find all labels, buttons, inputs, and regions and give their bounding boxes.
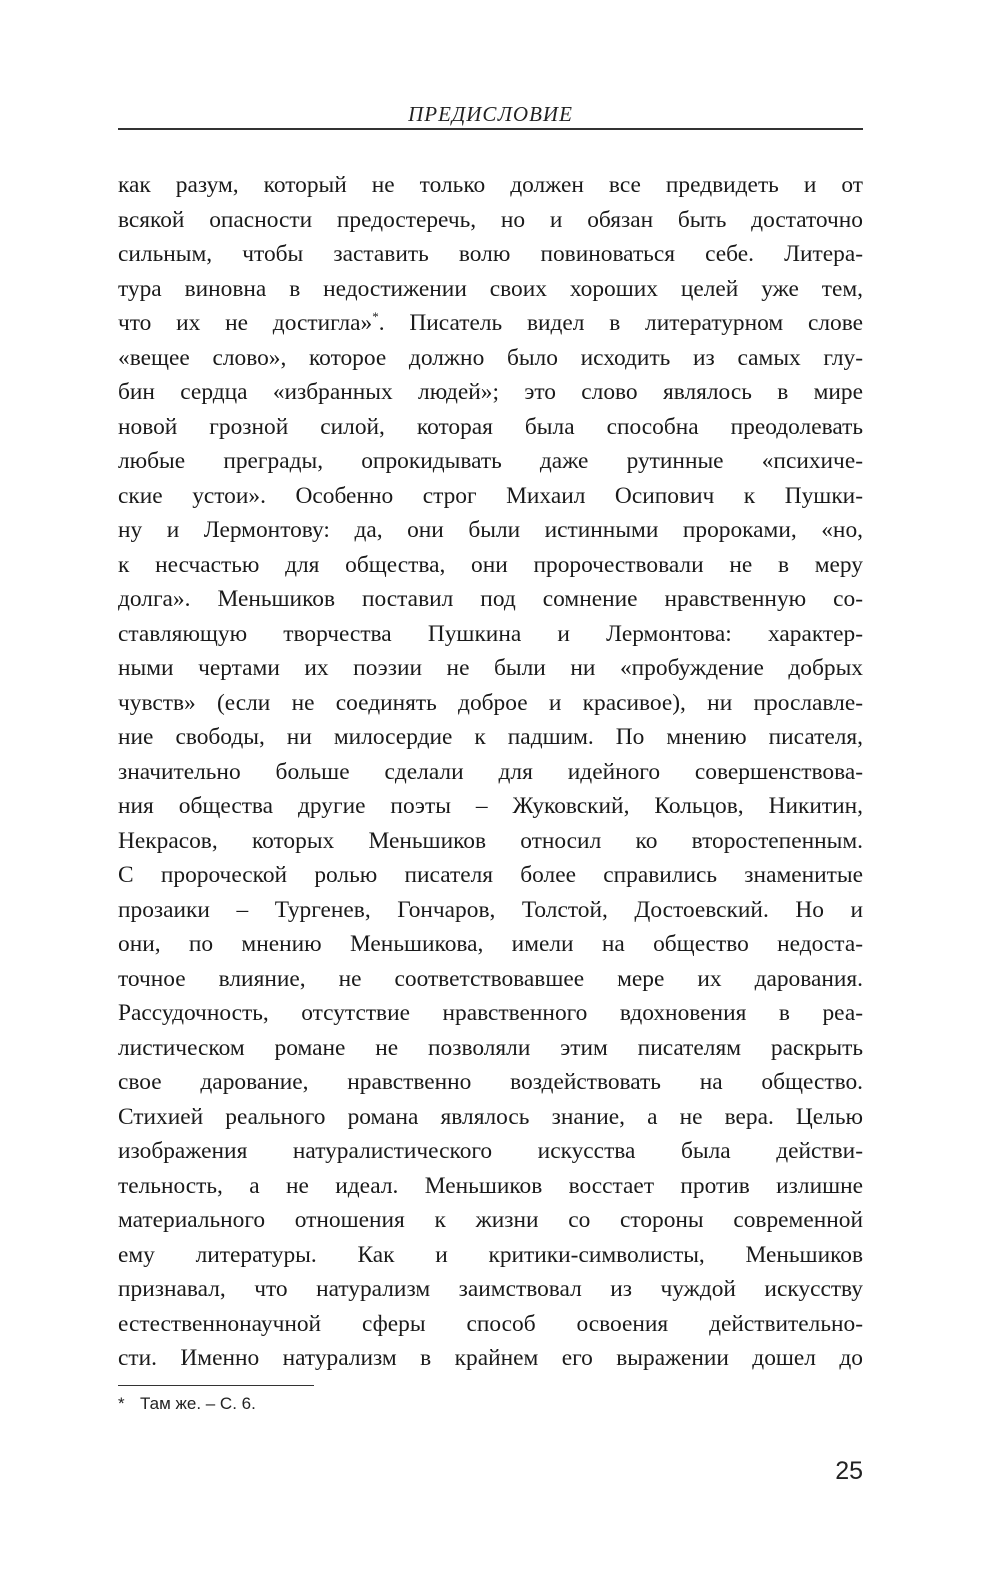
text-line: материального отношения к жизни со стороны современной (118, 1207, 863, 1233)
text-line: чувств» (если не соединять доброе и красивое), ни прославле- (118, 689, 863, 716)
header-rule (118, 128, 863, 130)
text-line: новой грозной силой, которая была способна преодолевать (118, 413, 863, 440)
text-line: признавал, что натурализм заимствовал из чуждой искусству (118, 1276, 863, 1302)
text-line: бин сердца «избранных людей»; это слово являлось в мире (118, 379, 863, 405)
text-line: прозаики – Тургенев, Гончаров, Толстой, Достоевский. Но и (118, 896, 863, 923)
footnote-text: Там же. – С. 6. (140, 1394, 256, 1413)
text-line: они, по мнению Меньшикова, имели на общество недоста- (118, 931, 863, 957)
text-line: Стихией реального романа являлось знание, а не вера. Целью (118, 1103, 863, 1130)
text-line: С пророческой ролью писателя более справились знаменитые (118, 862, 863, 888)
running-title: ПРЕДИСЛОВИЕ (408, 102, 573, 126)
text-line: Рассудочность, отсутствие нравственного вдохновения в реа- (118, 1000, 863, 1026)
text-line: ему литературы. Как и критики-символисты, Меньшиков (118, 1241, 863, 1268)
text-line: ну и Лермонтову: да, они были истинными пророками, «но, (118, 517, 863, 543)
text-line: всякой опасности предостеречь, но и обязан быть достаточно (118, 206, 863, 233)
body-text (118, 168, 863, 1376)
text-line: тура виновна в недостижении своих хороших целей уже тем, (118, 275, 863, 302)
text-segment: . Писатель видел в литературном слове (378, 310, 863, 336)
text-line: ными чертами их поэзии не были ни «пробуждение добрых (118, 655, 863, 681)
text-line: значительно больше сделали для идейного совершенствова- (118, 758, 863, 785)
text-line: Некрасов, которых Меньшиков относил ко второстепенным. (118, 827, 863, 854)
text-line: естественнонаучной сферы способ освоения действительно- (118, 1310, 863, 1337)
page-number: 25 (835, 1457, 863, 1485)
footnote-rule (118, 1385, 314, 1386)
text-line: сти. Именно натурализм в крайнем его выражении дошел до (118, 1345, 863, 1371)
text-line: ские устои». Особенно строг Михаил Осипович к Пушки- (118, 482, 863, 509)
text-line: свое дарование, нравственно воздействовать на общество. (118, 1069, 863, 1095)
text-line: как разум, который не только должен все предвидеть и от (118, 172, 863, 198)
text-line: изображения натуралистического искусства была действи- (118, 1138, 863, 1164)
footnote-marker: * (118, 1394, 125, 1413)
text-line: любые преграды, опрокидывать даже рутинные «психиче- (118, 448, 863, 474)
footnote (118, 1392, 863, 1416)
footnote-reference: * (372, 309, 379, 325)
text-line: к несчастью для общества, они пророчествовали не в меру (118, 551, 863, 578)
book-page (118, 0, 863, 1575)
text-line: сильным, чтобы заставить волю повиноваться себе. Литера- (118, 241, 863, 267)
text-line: тельность, а не идеал. Меньшиков восстает против излишне (118, 1172, 863, 1199)
text-line: «вещее слово», которое должно было исходить из самых глу- (118, 344, 863, 371)
text-line: листическом романе не позволяли этим писателям раскрыть (118, 1034, 863, 1061)
text-segment: что их не достигла» (118, 310, 373, 336)
text-line: долга». Меньшиков поставил под сомнение нравственную со- (118, 586, 863, 612)
text-line: ние свободы, ни милосердие к падшим. По мнению писателя, (118, 724, 863, 750)
text-line: ставляющую творчества Пушкина и Лермонтова: характер- (118, 620, 863, 647)
text-line-with-footnote-ref (118, 306, 863, 341)
text-line: ния общества другие поэты – Жуковский, Кольцов, Никитин, (118, 793, 863, 819)
text-line: точное влияние, не соответствовавшее мере их дарования. (118, 965, 863, 992)
